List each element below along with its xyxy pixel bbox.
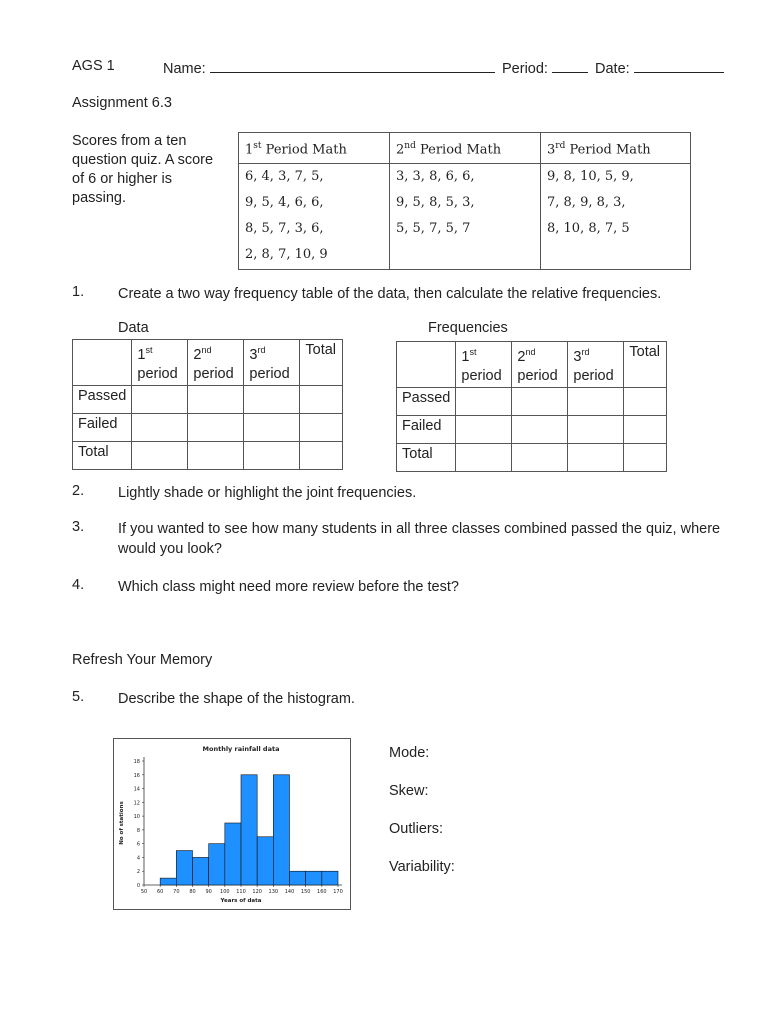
y-tick-label: 10 bbox=[133, 814, 140, 821]
x-tick-label: 140 bbox=[284, 889, 295, 895]
question-4-number: 4. bbox=[72, 577, 85, 593]
histogram-bar bbox=[225, 823, 241, 885]
data-header-1: 1st period bbox=[132, 340, 188, 386]
y-tick-label: 14 bbox=[133, 786, 140, 793]
data-header-total: Total bbox=[300, 340, 343, 386]
scores-header-1: 1st Period Math bbox=[239, 133, 390, 164]
freq-header-1: 1st period bbox=[456, 342, 512, 388]
question-5-number: 5. bbox=[72, 689, 85, 705]
date-label: Date: bbox=[595, 61, 630, 77]
variability-prompt: Variability: bbox=[389, 859, 455, 875]
freq-cell[interactable] bbox=[456, 415, 512, 443]
histogram-bar bbox=[257, 837, 273, 885]
data-row-label: Failed bbox=[73, 413, 132, 441]
freq-row-label: Passed bbox=[397, 387, 456, 415]
data-cell[interactable] bbox=[188, 441, 244, 469]
question-3-number: 3. bbox=[72, 519, 85, 535]
data-cell[interactable] bbox=[244, 413, 300, 441]
freq-cell[interactable] bbox=[624, 387, 667, 415]
histogram-bar bbox=[273, 775, 289, 885]
data-header-3: 3rd period bbox=[244, 340, 300, 386]
question-3-text: If you wanted to see how many students in all three classes combined passed the quiz, where would you look? bbox=[118, 521, 721, 557]
x-tick-label: 70 bbox=[173, 889, 180, 895]
y-tick-label: 16 bbox=[133, 772, 140, 779]
scores-header-2: 2nd Period Math bbox=[390, 133, 541, 164]
period-label: Period: bbox=[502, 61, 548, 77]
scores-header-3: 3rd Period Math bbox=[541, 133, 691, 164]
x-tick-label: 170 bbox=[333, 889, 343, 895]
freq-cell[interactable] bbox=[624, 443, 667, 471]
data-cell[interactable] bbox=[132, 441, 188, 469]
freq-cell[interactable] bbox=[512, 387, 568, 415]
skew-prompt: Skew: bbox=[389, 783, 429, 799]
intro-text: Scores from a ten question quiz. A score of 6 or higher is passing. bbox=[72, 133, 214, 206]
data-cell[interactable] bbox=[300, 385, 343, 413]
data-row-label: Passed bbox=[73, 385, 132, 413]
histogram-chart bbox=[114, 739, 350, 909]
freq-cell[interactable] bbox=[568, 415, 624, 443]
data-cell[interactable] bbox=[188, 385, 244, 413]
freq-cell[interactable] bbox=[568, 443, 624, 471]
y-axis-label: No of stations bbox=[119, 801, 125, 845]
scores-col-1: 6, 4, 3, 7, 5, 9, 5, 4, 6, 6, 8, 5, 7, 3, 6, 2, 8, 7, 10, 9 bbox=[239, 164, 390, 270]
histogram-bar bbox=[306, 871, 322, 885]
chart-title: Monthly rainfall data bbox=[202, 745, 280, 753]
course-label: AGS 1 bbox=[72, 58, 115, 74]
histogram-bar bbox=[176, 851, 192, 885]
question-1-number: 1. bbox=[72, 284, 85, 300]
histogram-bar bbox=[160, 878, 176, 885]
data-cell[interactable] bbox=[188, 413, 244, 441]
y-tick-label: 12 bbox=[133, 800, 140, 807]
assignment-title: Assignment 6.3 bbox=[72, 95, 172, 111]
data-cell[interactable] bbox=[132, 385, 188, 413]
data-cell[interactable] bbox=[300, 441, 343, 469]
freq-table bbox=[396, 341, 667, 472]
date-field[interactable] bbox=[595, 58, 724, 77]
y-tick-label: 18 bbox=[133, 759, 140, 765]
refresh-heading: Refresh Your Memory bbox=[72, 652, 213, 668]
data-cell[interactable] bbox=[244, 441, 300, 469]
freq-cell[interactable] bbox=[512, 443, 568, 471]
freq-row-label: Total bbox=[397, 443, 456, 471]
y-tick-label: 6 bbox=[136, 841, 140, 848]
x-tick-label: 80 bbox=[189, 889, 196, 895]
question-2-number: 2. bbox=[72, 483, 85, 499]
data-row-label: Total bbox=[73, 441, 132, 469]
name-field[interactable] bbox=[163, 58, 495, 77]
y-tick-label: 4 bbox=[136, 855, 140, 862]
period-field[interactable] bbox=[502, 58, 588, 77]
scores-col-2: 3, 3, 8, 6, 6, 9, 5, 8, 5, 3, 5, 5, 7, 5, 7 bbox=[390, 164, 541, 270]
question-5-text: Describe the shape of the histogram. bbox=[118, 691, 355, 707]
data-header-2: 2nd period bbox=[188, 340, 244, 386]
histogram-bar bbox=[322, 871, 338, 885]
question-2-text: Lightly shade or highlight the joint frequencies. bbox=[118, 485, 417, 501]
freq-cell[interactable] bbox=[512, 415, 568, 443]
name-label: Name: bbox=[163, 61, 206, 77]
freq-cell[interactable] bbox=[568, 387, 624, 415]
outliers-prompt: Outliers: bbox=[389, 821, 443, 837]
x-tick-label: 150 bbox=[300, 889, 311, 895]
x-tick-label: 160 bbox=[317, 889, 327, 895]
freq-header-2: 2nd period bbox=[512, 342, 568, 388]
x-tick-label: 130 bbox=[268, 889, 279, 895]
x-tick-label: 110 bbox=[236, 889, 246, 895]
x-tick-label: 120 bbox=[252, 889, 262, 895]
freq-cell[interactable] bbox=[456, 387, 512, 415]
question-1-text: Create a two way frequency table of the data, then calculate the relative frequencies. bbox=[118, 286, 662, 302]
freq-header-total: Total bbox=[624, 342, 667, 388]
freq-row-label: Failed bbox=[397, 415, 456, 443]
x-tick-label: 90 bbox=[205, 889, 212, 895]
date-blank[interactable] bbox=[634, 58, 724, 73]
x-tick-label: 100 bbox=[220, 889, 230, 895]
histogram-bar bbox=[193, 857, 209, 885]
data-table bbox=[72, 339, 343, 470]
freq-header-3: 3rd period bbox=[568, 342, 624, 388]
name-blank[interactable] bbox=[210, 58, 495, 73]
y-tick-label: 0 bbox=[136, 883, 140, 889]
question-4-text: Which class might need more review before the test? bbox=[118, 579, 459, 595]
histogram-bar bbox=[241, 775, 257, 885]
histogram-bar bbox=[290, 871, 306, 885]
mode-prompt: Mode: bbox=[389, 745, 430, 761]
x-tick-label: 60 bbox=[156, 889, 164, 895]
scores-table bbox=[238, 132, 691, 270]
freq-cell[interactable] bbox=[624, 415, 667, 443]
histogram-figure bbox=[113, 738, 351, 910]
period-blank[interactable] bbox=[552, 58, 588, 73]
y-tick-label: 2 bbox=[136, 869, 140, 876]
data-cell[interactable] bbox=[300, 413, 343, 441]
freq-cell[interactable] bbox=[456, 443, 512, 471]
data-cell[interactable] bbox=[244, 385, 300, 413]
histogram-bar bbox=[209, 844, 225, 885]
freq-table-caption: Frequencies bbox=[428, 320, 508, 336]
x-axis-label: Years of data bbox=[220, 898, 262, 904]
data-corner-cell bbox=[73, 340, 132, 386]
data-table-caption: Data bbox=[118, 320, 149, 336]
x-tick-label: 50 bbox=[140, 889, 148, 895]
scores-col-3: 9, 8, 10, 5, 9, 7, 8, 9, 8, 3, 8, 10, 8, 7, 5 bbox=[541, 164, 691, 270]
data-cell[interactable] bbox=[132, 413, 188, 441]
y-tick-label: 8 bbox=[136, 827, 140, 834]
freq-corner-cell bbox=[397, 342, 456, 388]
